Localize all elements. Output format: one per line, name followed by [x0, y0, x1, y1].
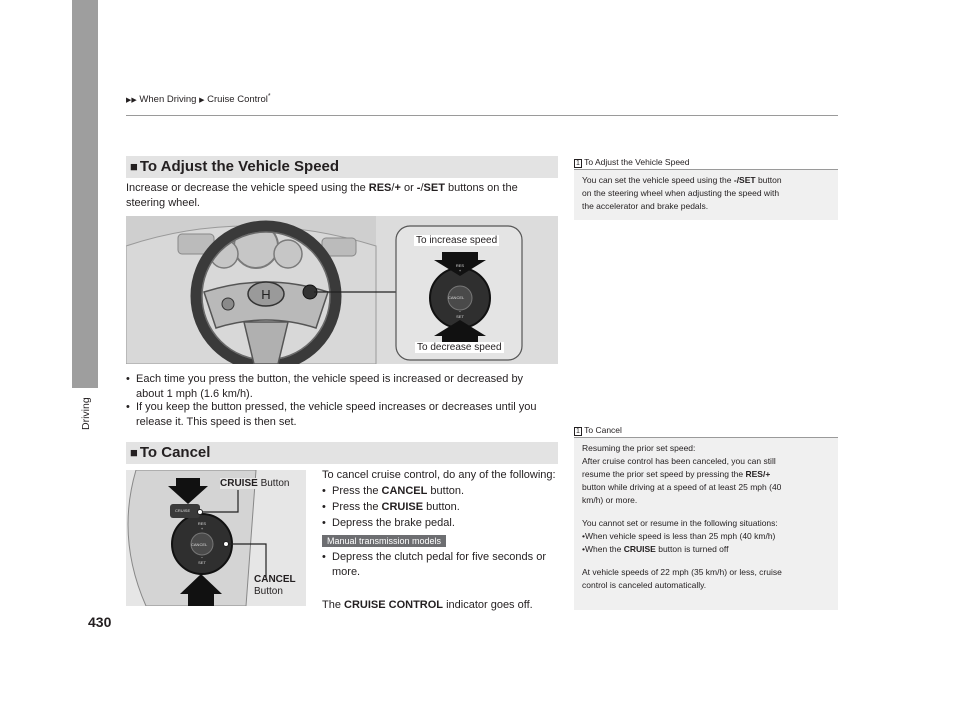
set-label: SET — [423, 182, 445, 194]
adjust-bullet-1-line2: about 1 mph (1.6 km/h). — [136, 388, 253, 400]
bullet-dot-icon: • — [126, 373, 130, 385]
note-adjust-l2: on the steering wheel when adjusting the speed with — [582, 188, 780, 198]
breadcrumb-asterisk: * — [267, 93, 271, 100]
cancel-b4-line2: more. — [332, 566, 361, 578]
chapter-label — [80, 388, 110, 448]
label-decrease-speed: To decrease speed — [417, 342, 502, 353]
note-cancel-p3-l2: control is canceled automatically. — [582, 580, 707, 590]
breadcrumb-arrow-icon: ▶▶ — [126, 97, 137, 105]
note-adjust-l3: the accelerator and brake pedals. — [582, 201, 709, 211]
cancel-fig-res — [196, 521, 208, 531]
bullet-dot-icon: • — [582, 544, 585, 554]
cancel-fig-cancel-text: CANCEL — [191, 542, 208, 547]
breadcrumb-arrow-icon: ▶ — [199, 97, 205, 105]
minus-label: - — [416, 182, 421, 194]
note-cancel-title: To Cancel — [584, 425, 622, 435]
zoom-res-text: RES — [455, 263, 465, 268]
cancel-bullet-4 — [322, 550, 562, 580]
adjust-bullet-2-line1: If you keep the button pressed, the vehicle speed increases or decreases until you — [136, 401, 537, 413]
bullet-dot-icon: • — [322, 501, 326, 513]
section-square-icon: ■ — [130, 159, 138, 174]
chapter-tab — [72, 0, 98, 388]
note-cancel-box — [574, 438, 838, 610]
cancel-fig-minus-text: − — [200, 555, 204, 560]
label-cancel-button — [254, 574, 296, 598]
section-title-cancel-text: To Cancel — [139, 444, 211, 461]
cancel-bullet-2 — [322, 500, 562, 515]
plus-label: + — [394, 182, 401, 194]
cancel-b2-post: button. — [423, 501, 460, 513]
note-adjust-l1-pre: You can set the vehicle speed using the — [582, 175, 734, 185]
cancel-fig-res-text: RES — [197, 521, 207, 526]
cancel-fig-set-text: SET — [198, 560, 206, 565]
bullet-dot-icon: • — [322, 551, 326, 563]
note-cancel-header — [574, 425, 622, 435]
breadcrumb-item-when-driving[interactable]: When Driving — [139, 94, 197, 106]
cancel-indicator-note — [322, 598, 562, 613]
indicator-name: CRUISE CONTROL — [344, 599, 444, 611]
note-cancel-p1-l4: button while driving at a speed of at least 25 mph (40 — [582, 482, 782, 492]
label-cancel-rest: Button — [254, 586, 283, 597]
cancel-b3-text: Depress the brake pedal. — [332, 517, 455, 529]
header-rule — [126, 115, 838, 116]
note-adjust-header — [574, 157, 690, 167]
bullet-dot-icon: • — [322, 485, 326, 497]
cancel-b2-btn: CRUISE — [381, 501, 424, 513]
note-cancel-p1-l3-pre: resume the prior set speed by pressing the — [582, 469, 746, 479]
cancel-b1-btn: CANCEL — [381, 485, 428, 497]
adjust-bullet-2 — [126, 400, 566, 430]
adjust-intro-line2: steering wheel. — [126, 197, 200, 209]
label-cruise-bold: CRUISE — [220, 478, 258, 489]
res-label: RES — [368, 182, 392, 194]
cancel-fig-cruise-text: CRUISE — [175, 508, 191, 513]
section-title-cancel — [126, 442, 558, 464]
note-cancel-p1-l5: km/h) or more. — [582, 495, 638, 505]
label-cruise-button — [220, 478, 290, 489]
bullet-dot-icon: • — [582, 531, 585, 541]
note-ref-icon: 1 — [576, 428, 580, 435]
note-cancel-p2-b2-pre: When the — [584, 544, 624, 554]
breadcrumb-item-cruise-control[interactable]: Cruise Control — [207, 94, 268, 106]
note-cancel-p1-l1: Resuming the prior set speed: — [582, 443, 696, 453]
zoom-minus-text: − — [458, 309, 462, 314]
zoom-set-label — [453, 309, 467, 319]
adjust-intro: Increase or decrease the vehicle speed using the RES/+ or -/SET buttons on the steering wheel. — [126, 181, 566, 211]
cancel-fig-set — [196, 555, 208, 565]
note-adjust-title: To Adjust the Vehicle Speed — [584, 157, 690, 167]
note-cancel-p2-b1: When vehicle speed is less than 25 mph (40 km/h) — [584, 531, 776, 541]
zoom-res-label — [453, 263, 467, 273]
bullet-dot-icon: • — [322, 517, 326, 529]
page-number: 430 — [88, 614, 112, 630]
adjust-or: or — [400, 182, 417, 194]
note-cancel-p2-l1: You cannot set or resume in the following situations: — [582, 518, 778, 528]
adjust-intro-post: buttons on the — [444, 182, 518, 194]
cancel-figure — [126, 470, 306, 606]
cancel-b4-line1: Depress the clutch pedal for five seconds or — [332, 551, 547, 563]
indicator-post: indicator goes off. — [443, 599, 533, 611]
section-square-icon: ■ — [130, 445, 138, 460]
section-title-adjust — [126, 156, 558, 178]
section-title-adjust-text: To Adjust the Vehicle Speed — [139, 158, 340, 175]
cancel-b1-post: button. — [427, 485, 465, 497]
adjust-bullet-2-line2: release it. This speed is then set. — [136, 416, 297, 428]
steering-wheel-figure — [126, 216, 558, 364]
note-adjust-l1-btn: -/SET — [733, 175, 756, 185]
label-cruise-rest: Button — [257, 478, 290, 489]
note-adjust-box — [574, 170, 838, 220]
adjust-bullet-1-line1: Each time you press the button, the vehicle speed is increased or decreased by — [136, 373, 524, 385]
note-cancel-p1-l2: After cruise control has been canceled, you can still — [582, 456, 776, 466]
label-increase-speed: To increase speed — [416, 235, 498, 246]
label-cancel-bold: CANCEL — [254, 574, 296, 585]
breadcrumb — [126, 93, 271, 105]
note-ref-icon: 1 — [576, 160, 580, 167]
note-cancel-p3-l1: At vehicle speeds of 22 mph (35 km/h) or less, cruise — [582, 567, 782, 577]
cancel-fig-plus-text: + — [200, 526, 204, 531]
chapter-label-text: Driving — [80, 397, 92, 430]
manual-transmission-badge: Manual transmission models — [322, 535, 446, 547]
note-cancel-p1-l3-btn: RES/+ — [745, 469, 771, 479]
cancel-intro: To cancel cruise control, do any of the following: — [322, 469, 556, 481]
cancel-b1-pre: Press the — [332, 485, 382, 497]
cancel-b2-pre: Press the — [332, 501, 382, 513]
adjust-bullet-1 — [126, 372, 566, 402]
bullet-dot-icon: • — [126, 401, 130, 413]
zoom-cancel-label: CANCEL — [448, 295, 465, 300]
svg-text:H: H — [261, 287, 271, 302]
zoom-set-text: SET — [456, 314, 464, 319]
cancel-bullet-3 — [322, 516, 562, 531]
note-cancel-p2-b2-btn: CRUISE — [623, 544, 656, 554]
indicator-pre: The — [322, 599, 345, 611]
zoom-plus-text: + — [458, 268, 462, 273]
adjust-intro-text: Increase or decrease the vehicle speed using the — [126, 182, 369, 194]
note-adjust-l1-post: button — [755, 175, 782, 185]
note-cancel-p2-b2-post: button is turned off — [655, 544, 729, 554]
cancel-bullet-1 — [322, 484, 562, 499]
